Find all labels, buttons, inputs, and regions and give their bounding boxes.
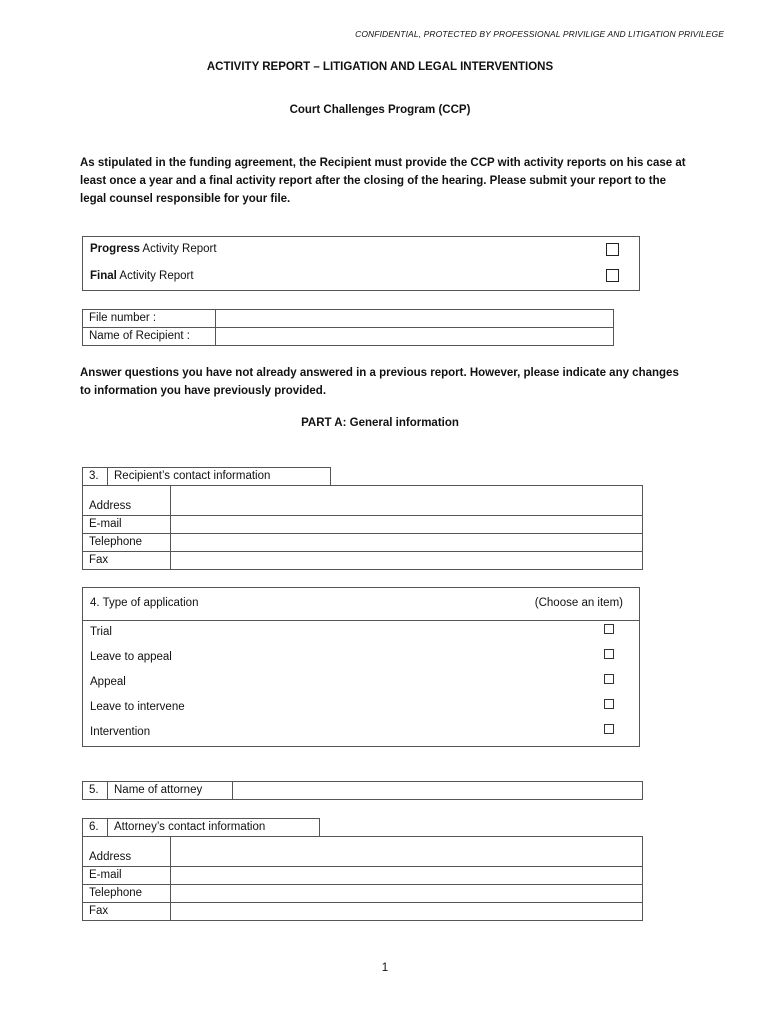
option-trial-checkbox[interactable]	[604, 624, 614, 634]
option-leave-to-appeal-checkbox[interactable]	[604, 649, 614, 659]
recipient-telephone-field[interactable]	[171, 534, 643, 552]
section3-title: Recipient’s contact information	[108, 468, 331, 486]
recipient-address-label: Address	[83, 486, 171, 516]
progress-report-checkbox[interactable]	[606, 243, 619, 256]
option-intervention-label: Intervention	[90, 726, 151, 738]
section6-title: Attorney’s contact information	[108, 819, 320, 837]
attorney-email-field[interactable]	[171, 867, 643, 885]
attorney-telephone-label: Telephone	[83, 885, 171, 903]
attorney-name-field[interactable]	[233, 782, 643, 800]
attorney-contact-table	[82, 836, 643, 921]
section4-header	[82, 587, 640, 621]
attorney-address-label: Address	[83, 837, 171, 867]
section5-title: Name of attorney	[108, 782, 233, 800]
choose-item-dropdown[interactable]: (Choose an item)	[534, 597, 623, 609]
section3-header	[82, 467, 331, 486]
recipient-email-field[interactable]	[171, 516, 643, 534]
recipient-address-field[interactable]	[171, 486, 643, 516]
progress-report-label: Progress Activity Report	[90, 243, 217, 255]
option-leave-to-intervene-checkbox[interactable]	[604, 699, 614, 709]
document-title: ACTIVITY REPORT – LITIGATION AND LEGAL INTERVENTIONS	[206, 61, 554, 73]
recipient-email-label: E-mail	[83, 516, 171, 534]
file-number-field[interactable]	[216, 310, 614, 328]
option-leave-to-appeal-label: Leave to appeal	[90, 651, 172, 663]
option-appeal-checkbox[interactable]	[604, 674, 614, 684]
attorney-address-field[interactable]	[171, 837, 643, 867]
section5-number: 5.	[83, 782, 108, 800]
recipient-telephone-label: Telephone	[83, 534, 171, 552]
answer-instructions: Answer questions you have not already answered in a previous report. However, please indicate any changes to information you have previously provided.	[80, 367, 679, 397]
recipient-name-label: Name of Recipient :	[83, 328, 216, 346]
section4-title: 4. Type of application	[90, 597, 199, 609]
attorney-telephone-field[interactable]	[171, 885, 643, 903]
recipient-fax-field[interactable]	[171, 552, 643, 570]
option-appeal-label: Appeal	[90, 676, 126, 688]
intro-paragraph: As stipulated in the funding agreement, the Recipient must provide the CCP with activity reports on his case at least once a year and a final activity report after the closing of the hearing. Please submit your report to the legal counsel responsible for your file.	[80, 157, 686, 205]
recipient-name-field[interactable]	[216, 328, 614, 346]
option-intervention-checkbox[interactable]	[604, 724, 614, 734]
file-info-table	[82, 309, 614, 346]
section6-number: 6.	[83, 819, 108, 837]
section5-table	[82, 781, 643, 800]
section6-header	[82, 818, 320, 837]
attorney-email-label: E-mail	[83, 867, 171, 885]
application-type-list	[82, 620, 640, 747]
file-number-label: File number :	[83, 310, 216, 328]
attorney-fax-field[interactable]	[171, 903, 643, 921]
section3-number: 3.	[83, 468, 108, 486]
page-number: 1	[381, 962, 389, 974]
option-trial-label: Trial	[90, 626, 112, 638]
report-type-box	[82, 236, 640, 291]
attorney-fax-label: Fax	[83, 903, 171, 921]
recipient-contact-table	[82, 485, 643, 570]
final-report-label: Final Activity Report	[90, 270, 194, 282]
final-report-checkbox[interactable]	[606, 269, 619, 282]
option-leave-to-intervene-label: Leave to intervene	[90, 701, 185, 713]
recipient-fax-label: Fax	[83, 552, 171, 570]
part-a-heading: PART A: General information	[301, 417, 459, 429]
document-subtitle: Court Challenges Program (CCP)	[289, 104, 471, 116]
confidential-notice: CONFIDENTIAL, PROTECTED BY PROFESSIONAL PRIVILIGE AND LITIGATION PRIVILEGE	[355, 29, 724, 39]
